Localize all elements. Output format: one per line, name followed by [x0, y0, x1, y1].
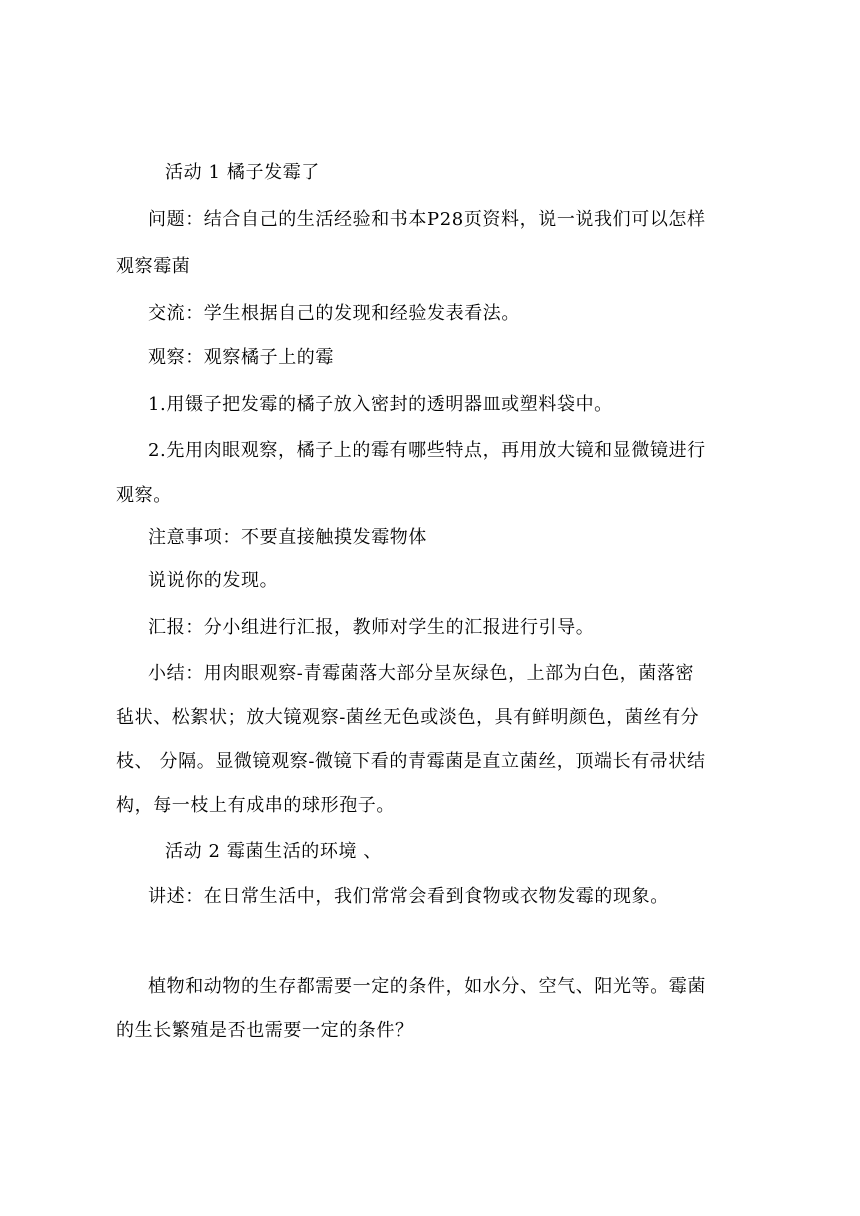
observe-paragraph: 观察：观察橘子上的霉: [148, 347, 334, 368]
step-1-paragraph: 1.用镊子把发霉的橘子放入密封的透明器皿或塑料袋中。: [148, 394, 613, 415]
summary-line-1: 小结：用肉眼观察-青霉菌落大部分呈灰绿色，上部为白色，菌落密: [148, 663, 695, 684]
step-2-line-1: 2.先用肉眼观察，橘子上的霉有哪些特点，再用放大镜和显微镜进行: [148, 440, 706, 461]
question-line-1: 问题：结合自己的生活经验和书本P28页资料，说一说我们可以怎样: [148, 209, 706, 230]
summary-line-3: 枝、 分隔。显微镜观察-微镜下看的青霉菌是直立菌丝，顶端长有帚状结: [116, 751, 706, 772]
conditions-line-1: 植物和动物的生存都需要一定的条件，如水分、空气、阳光等。霉菌: [148, 976, 706, 997]
notice-paragraph: 注意事项：不要直接触摸发霉物体: [148, 527, 427, 548]
summary-line-2: 毡状、松絮状；放大镜观察-菌丝无色或淡色，具有鲜明颜色，菌丝有分: [116, 707, 700, 728]
activity-1-heading: 活动 1 橘子发霉了: [165, 162, 320, 183]
conditions-line-2: 的生长繁殖是否也需要一定的条件？: [116, 1020, 414, 1041]
exchange-paragraph: 交流：学生根据自己的发现和经验发表看法。: [148, 303, 520, 324]
summary-line-4: 构，每一枝上有成串的球形孢子。: [116, 795, 395, 816]
step-2-line-2: 观察。: [116, 485, 172, 506]
question-line-2: 观察霉菌: [116, 256, 191, 277]
activity-2-heading: 活动 2 霉菌生活的环境 、: [165, 841, 383, 862]
narration-paragraph: 讲述：在日常生活中，我们常常会看到食物或衣物发霉的现象。: [148, 886, 669, 907]
report-paragraph: 汇报：分小组进行汇报，教师对学生的汇报进行引导。: [148, 617, 595, 638]
discovery-paragraph: 说说你的发现。: [148, 570, 279, 591]
